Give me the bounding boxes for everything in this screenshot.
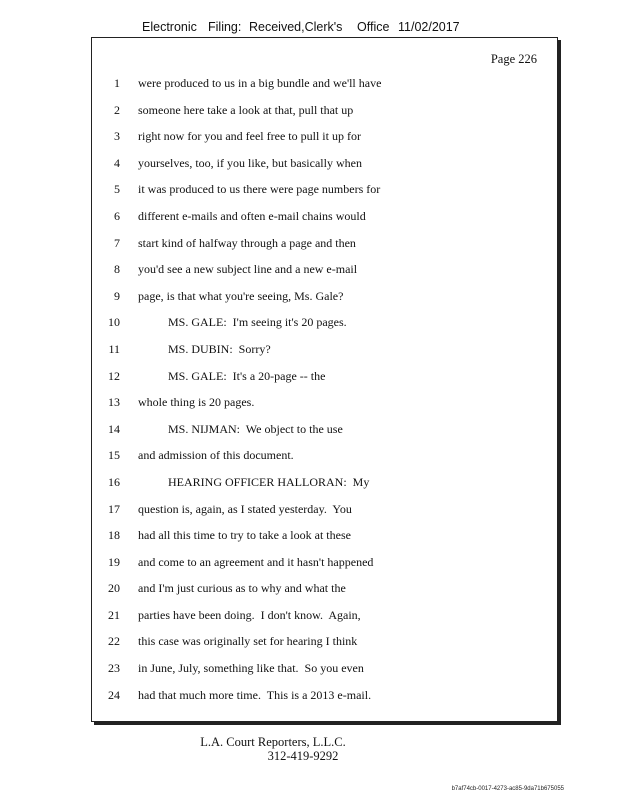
line-number: 21 xyxy=(108,607,120,622)
line-number: 1 xyxy=(114,76,120,90)
transcript-line xyxy=(92,179,557,206)
line-number: 2 xyxy=(114,102,120,117)
line-number: 14 xyxy=(108,421,120,436)
line-text: start kind of halfway through a page and then xyxy=(138,235,356,250)
line-number: 11 xyxy=(108,341,120,356)
line-text: MS. NIJMAN: We object to the use xyxy=(138,421,343,436)
transcript-lines xyxy=(92,73,557,711)
transcript-line xyxy=(92,259,557,286)
line-text: page, is that what you're seeing, Ms. Gale? xyxy=(138,288,344,303)
line-text: had all this time to try to take a look at these xyxy=(138,528,351,543)
transcript-line xyxy=(92,73,557,100)
stamp-date: 11/02/2017 xyxy=(398,20,460,34)
transcript-line xyxy=(92,366,557,393)
transcript-line xyxy=(92,286,557,313)
transcript-line xyxy=(92,153,557,180)
transcript-line xyxy=(92,578,557,605)
line-number: 19 xyxy=(108,554,120,569)
line-number: 15 xyxy=(108,448,120,463)
line-text: yourselves, too, if you like, but basically when xyxy=(138,155,362,170)
line-text: and I'm just curious as to why and what the xyxy=(138,581,346,596)
stamp-office: Office xyxy=(357,20,390,34)
line-text: question is, again, as I stated yesterday. You xyxy=(138,501,352,516)
line-number: 4 xyxy=(114,155,120,170)
line-text: it was produced to us there were page numbers for xyxy=(138,182,381,197)
line-number: 9 xyxy=(114,288,120,303)
line-number: 12 xyxy=(108,368,120,383)
line-text: parties have been doing. I don't know. Again, xyxy=(138,607,361,622)
line-text: had that much more time. This is a 2013 e-mail. xyxy=(138,687,372,702)
line-number: 24 xyxy=(108,687,120,702)
line-text: HEARING OFFICER HALLORAN: My xyxy=(138,474,370,489)
transcript-line xyxy=(92,525,557,552)
line-text: MS. DUBIN: Sorry? xyxy=(138,341,271,356)
line-number: 10 xyxy=(108,315,120,330)
line-text: right now for you and feel free to pull it up for xyxy=(138,129,361,144)
page-number: Page 226 xyxy=(490,52,537,66)
transcript-line xyxy=(92,631,557,658)
transcript-line xyxy=(92,658,557,685)
transcript-line xyxy=(92,339,557,366)
line-number: 18 xyxy=(108,528,120,543)
line-text: in June, July, something like that. So you even xyxy=(138,661,364,676)
transcript-line xyxy=(92,312,557,339)
line-text: different e-mails and often e-mail chains would xyxy=(138,208,366,223)
transcript-line xyxy=(92,499,557,526)
line-number: 8 xyxy=(114,262,120,277)
court-reporter-name: L.A. Court Reporters, L.L.C. xyxy=(200,735,346,749)
court-reporter-phone: 312-419-9292 xyxy=(267,749,339,763)
line-text: were produced to us in a big bundle and we'll have xyxy=(138,76,382,90)
line-number: 20 xyxy=(108,581,120,596)
transcript-line xyxy=(92,233,557,260)
stamp-electronic: Electronic xyxy=(142,20,197,34)
line-number: 17 xyxy=(108,501,120,516)
transcript-line xyxy=(92,206,557,233)
transcript-line xyxy=(92,100,557,127)
line-number: 3 xyxy=(114,129,120,144)
transcript-line xyxy=(92,126,557,153)
transcript-line xyxy=(92,472,557,499)
transcript-line xyxy=(92,685,557,712)
line-text: you'd see a new subject line and a new e-mail xyxy=(138,262,358,277)
document-hash: b7af74cb-0017-4273-ac85-9da71b675055 xyxy=(451,786,564,792)
transcript-line xyxy=(92,605,557,632)
line-number: 13 xyxy=(108,395,120,410)
transcript-line xyxy=(92,392,557,419)
stamp-received: Received,Clerk's xyxy=(249,20,343,34)
line-number: 22 xyxy=(108,634,120,649)
line-text: and come to an agreement and it hasn't happened xyxy=(138,554,374,569)
transcript-line xyxy=(92,445,557,472)
line-text: MS. GALE: It's a 20-page -- the xyxy=(138,368,326,383)
line-number: 23 xyxy=(108,661,120,676)
line-number: 7 xyxy=(114,235,120,250)
line-text: whole thing is 20 pages. xyxy=(138,395,255,410)
transcript-page xyxy=(91,37,558,722)
line-text: and admission of this document. xyxy=(138,448,294,463)
transcript-line xyxy=(92,419,557,446)
line-text: this case was originally set for hearing I think xyxy=(138,634,358,649)
line-number: 16 xyxy=(108,474,120,489)
stamp-filing: Filing: xyxy=(208,20,242,34)
line-text: MS. GALE: I'm seeing it's 20 pages. xyxy=(138,315,347,330)
line-text: someone here take a look at that, pull that up xyxy=(138,102,354,117)
line-number: 6 xyxy=(114,208,120,223)
transcript-line xyxy=(92,552,557,579)
line-number: 5 xyxy=(114,182,120,197)
